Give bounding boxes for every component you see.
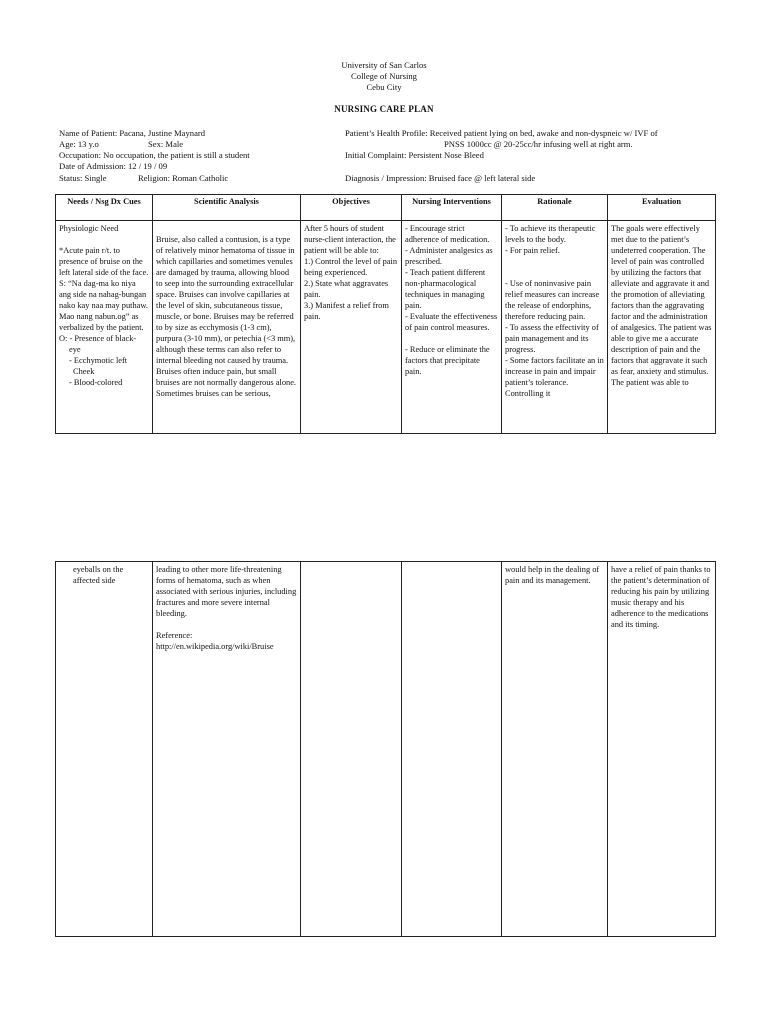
- needs-line: Physiologic Need: [59, 224, 119, 233]
- patient-name: Name of Patient: Pacana, Justine Maynard: [59, 128, 206, 138]
- rationale-line: - To assess the effectivity of pain management and its progress.: [505, 323, 599, 354]
- evaluation-cell-cont: [608, 562, 716, 937]
- patient-occupation: Occupation: No occupation, the patient is still a student: [59, 150, 250, 160]
- needs-line: - Blood-colored: [69, 378, 123, 387]
- patient-religion: Religion: Roman Catholic: [138, 173, 229, 183]
- interventions-cell: [402, 221, 502, 434]
- header-objectives: Objectives: [301, 195, 402, 221]
- objective-line: 1.) Control the level of pain being experienced.: [304, 257, 398, 277]
- objective-line: 3.) Manifest a relief from pain.: [304, 301, 389, 321]
- analysis-text: leading to other more life-threatening forms of hematoma, such as when associated with serious injuries, including fractures and more severe internal bleeding.: [156, 565, 297, 618]
- rationale-cell-cont: [502, 562, 608, 937]
- needs-line: S: “Na dag-ma ko niya ang side na nahag-bungan nako kay naa may puthaw. Mao nang nabun.og” as verbalized by the patient.: [59, 279, 148, 332]
- header-rationale: Rationale: [502, 195, 608, 221]
- objectives-cell: [301, 221, 402, 434]
- intervention-line: - Teach patient different non-pharmacological techniques in managing pain.: [405, 268, 486, 310]
- intervention-line: - Encourage strict adherence of medication.: [405, 224, 490, 244]
- diagnosis: Diagnosis / Impression: Bruised face @ left lateral side: [345, 173, 536, 183]
- intervention-line: - Administer analgesics as prescribed.: [405, 246, 493, 266]
- rationale-line: would help in the dealing of pain and its management.: [505, 565, 600, 585]
- initial-complaint: Initial Complaint: Persistent Nose Bleed: [345, 150, 484, 160]
- document-title: NURSING CARE PLAN: [334, 104, 434, 114]
- needs-line: eyeballs on the: [73, 565, 124, 574]
- admission-date: Date of Admission: 12 / 19 / 09: [59, 161, 168, 171]
- rationale-line: - To achieve its therapeutic levels to the body.: [505, 224, 596, 244]
- objectives-cell-cont: [301, 562, 402, 937]
- needs-line: - Ecchymotic left: [69, 356, 128, 365]
- rationale-line: - For pain relief.: [505, 246, 560, 255]
- rationale-cell: [502, 221, 608, 434]
- city-name: Cebu City: [366, 82, 402, 92]
- health-profile: Patient’s Health Profile: Received patient lying on bed, awake and non-dyspneic w/ IVF of: [345, 128, 658, 138]
- intervention-line: - Reduce or eliminate the factors that precipitate pain.: [405, 345, 490, 376]
- college-name: College of Nursing: [351, 71, 417, 81]
- interventions-cell-cont: [402, 562, 502, 937]
- needs-line: O: - Presence of black-: [59, 334, 137, 343]
- patient-status: Status: Single: [59, 173, 107, 183]
- objective-line: 2.) State what aggravates pain.: [304, 279, 389, 299]
- header-evaluation: Evaluation: [608, 195, 716, 221]
- needs-line: affected side: [73, 576, 116, 585]
- intervention-line: - Evaluate the effectiveness of pain control measures.: [405, 312, 498, 332]
- objective-line: After 5 hours of student nurse-client interaction, the patient will be able to:: [304, 224, 396, 255]
- patient-sex: Sex: Male: [148, 139, 184, 149]
- patient-age: Age: 13 y.o: [59, 139, 99, 149]
- header-needs: Needs / Nsg Dx Cues: [56, 195, 153, 221]
- analysis-text: Bruise, also called a contusion, is a type of relatively minor hematoma of tissue in which capillaries and sometimes venules are damaged by trauma, allowing blood to seep into the surrounding extracellular space. Bruises can involve capillaries at the level of skin, subcutaneous tissue, muscle, or bone. Bruises may be referred to by size as ecchymosis (1-3 cm), purpura (3-10 mm), or petechia (<3 mm), although these terms can also refer to internal bleeding not caused by trauma. Bruises often induce pain, but small bruises are not normally dangerous alone. Sometimes bruises can be serious,: [156, 235, 297, 398]
- care-plan-table-page1: [55, 194, 716, 434]
- needs-line: Cheek: [73, 367, 95, 376]
- care-plan-table-page2: [55, 561, 716, 937]
- analysis-cell: [153, 221, 301, 434]
- reference-url: http://en.wikipedia.org/wiki/Bruise: [156, 642, 274, 651]
- rationale-line: - Use of noninvasive pain relief measures can increase the release of endorphins, therefore reducing pain.: [505, 279, 600, 321]
- needs-line: eye: [69, 345, 81, 354]
- health-profile-cont: PNSS 1000cc @ 20-25cc/hr infusing well at right arm.: [444, 139, 633, 149]
- university-name: University of San Carlos: [341, 60, 427, 70]
- reference-label: Reference:: [156, 631, 193, 640]
- evaluation-text: have a relief of pain thanks to the patient’s determination of reducing his pain by utilizing music therapy and his adherence to the medications and its timing.: [611, 565, 711, 629]
- needs-line: *Acute pain r/t. to presence of bruise on the left lateral side of the face.: [59, 246, 149, 277]
- header-analysis: Scientific Analysis: [153, 195, 301, 221]
- evaluation-cell: [608, 221, 716, 434]
- analysis-cell-cont: [153, 562, 301, 937]
- rationale-line: - Some factors facilitate an in increase in pain and impair patient’s tolerance. Controlling it: [505, 356, 604, 398]
- header-interventions: Nursing Interventions: [402, 195, 502, 221]
- evaluation-text: The goals were effectively met due to the patient’s undeterred cooperation. The level of pain was controlled by utilizing the factors that alleviate and aggravate it and the promotion of alleviating factors than the aggravating factor and the administration of analgesics. The patient was able to give me a accurate description of pain and the factors that aggravate it such as fear, anxiety and stimulus. The patient was able to: [611, 224, 712, 387]
- needs-cell-cont: [56, 562, 153, 937]
- needs-cell: [56, 221, 153, 434]
